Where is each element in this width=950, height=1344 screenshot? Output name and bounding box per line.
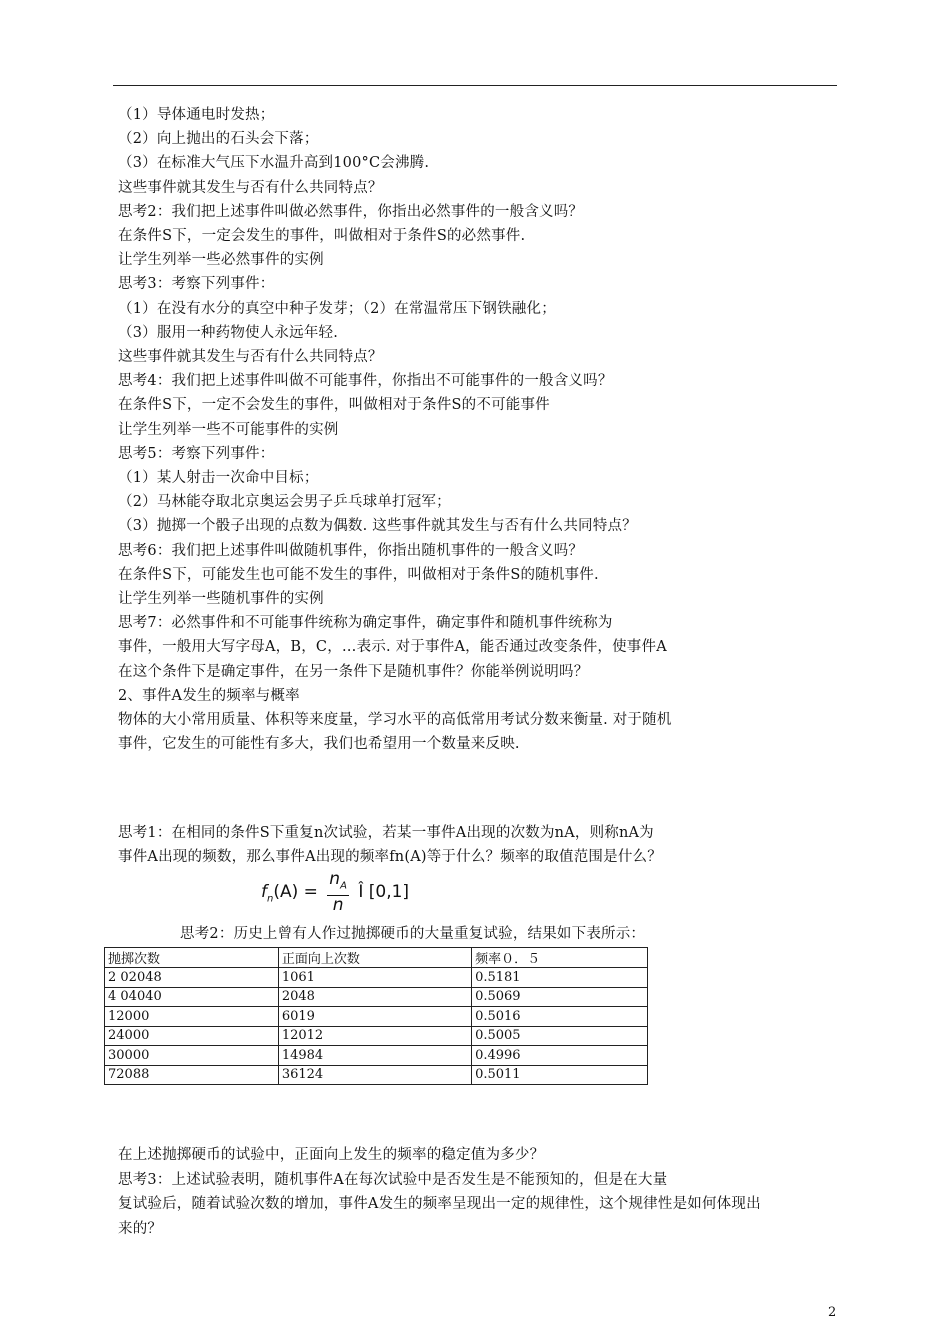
- text-line: 在这个条件下是确定事件，在另一条件下是随机事件？你能举例说明吗？: [118, 663, 589, 680]
- table-row: [105, 1046, 648, 1066]
- formula-lhs-arg: (A) =: [273, 882, 318, 903]
- table-row: [105, 987, 648, 1007]
- column-header: 抛掷次数: [105, 948, 279, 968]
- formula-fraction: [327, 870, 349, 914]
- header-rule: [113, 85, 837, 86]
- table-cell: 0.5016: [472, 1007, 648, 1027]
- numerator-sub: A: [340, 880, 347, 892]
- text-line: 在条件S下，可能发生也可能不发生的事件，叫做相对于条件S的随机事件.: [118, 566, 599, 583]
- column-header: 正面向上次数: [278, 948, 471, 968]
- table-row: [105, 1026, 648, 1046]
- text-line: （2）向上抛出的石头会下落；: [118, 131, 319, 148]
- text-line: 思考5：考察下列事件：: [118, 445, 275, 462]
- text-line: （3）抛掷一个骰子出现的点数为偶数. 这些事件就其发生与否有什么共同特点？: [118, 518, 637, 535]
- text-line: （3）在标准大气压下水温升高到100°C会沸腾.: [118, 155, 430, 172]
- coin-toss-table: [104, 947, 648, 1085]
- frequency-formula: [261, 870, 409, 914]
- text-line: （1）某人射击一次命中目标；: [118, 470, 319, 487]
- text-line: 让学生列举一些不可能事件的实例: [118, 421, 339, 438]
- table-cell: 36124: [278, 1065, 471, 1085]
- text-line: 这些事件就其发生与否有什么共同特点？: [118, 179, 383, 196]
- table-cell: 6019: [278, 1007, 471, 1027]
- text-line: 思考4：我们把上述事件叫做不可能事件，你指出不可能事件的一般含义吗？: [118, 373, 613, 390]
- text-block-bottom: [118, 1143, 838, 1241]
- formula-numerator: [327, 870, 349, 896]
- table-cell: 2048: [278, 987, 471, 1007]
- text-line: （1）导体通电时发热；: [118, 107, 275, 123]
- text-line: 让学生列举一些必然事件的实例: [118, 252, 324, 269]
- table-cell: 0.5011: [472, 1065, 648, 1085]
- numerator-var: n: [329, 869, 341, 889]
- text-line: （3）服用一种药物使人永远年轻.: [118, 324, 339, 341]
- table-row: [105, 968, 648, 988]
- table-cell: 30000: [105, 1046, 279, 1066]
- page-number: 2: [828, 1305, 837, 1320]
- text-block-top: [118, 103, 838, 756]
- text-line: 思考3：上述试验表明，随机事件A在每次试验中是否发生是不能预知的，但是在大量: [118, 1171, 668, 1188]
- table-cell: 12000: [105, 1007, 279, 1027]
- text-line: 思考7：必然事件和不可能事件统称为确定事件，确定事件和随机事件统称为: [118, 615, 613, 632]
- text-line: 让学生列举一些随机事件的实例: [118, 591, 324, 608]
- table-cell: 1061: [278, 968, 471, 988]
- table-caption: 思考2：历史上曾有人作过抛掷硬币的大量重复试验，结果如下表所示：: [180, 926, 646, 942]
- formula-denominator: n: [332, 895, 344, 916]
- table-cell: 0.5005: [472, 1026, 648, 1046]
- text-block-mid: [118, 821, 838, 869]
- text-line: 事件，一般用大写字母A，B，C，…表示. 对于事件A，能否通过改变条件，使事件A: [118, 639, 667, 656]
- text-line: 物体的大小常用质量、体积等来度量，学习水平的高低常用考试分数来衡量. 对于随机: [118, 712, 672, 729]
- table-header-row: [105, 948, 648, 968]
- table-cell: 4 04040: [105, 987, 279, 1007]
- table-row: [105, 1065, 648, 1085]
- text-line: 在上述抛掷硬币的试验中，正面向上发生的频率的稳定值为多少？: [118, 1147, 545, 1163]
- table-cell: 12012: [278, 1026, 471, 1046]
- table-cell: 14984: [278, 1046, 471, 1066]
- text-line: 来的？: [118, 1220, 163, 1237]
- formula-rhs: Î [0,1]: [358, 882, 410, 903]
- text-line: 这些事件就其发生与否有什么共同特点？: [118, 349, 383, 366]
- text-line: 思考3：考察下列事件：: [118, 276, 275, 293]
- text-line: 在条件S下，一定会发生的事件，叫做相对于条件S的必然事件.: [118, 228, 526, 245]
- text-line: （2）马林能夺取北京奥运会男子乒乓球单打冠军；: [118, 494, 451, 511]
- text-line: （1）在没有水分的真空中种子发芽；（2）在常温常压下钢铁融化；: [118, 300, 556, 317]
- column-header: 频率０．５: [472, 948, 648, 968]
- text-line: 思考1：在相同的条件S下重复n次试验，若某一事件A出现的次数为nA，则称nA为: [118, 825, 654, 841]
- table-row: [105, 1007, 648, 1027]
- section-heading: 2、事件A发生的频率与概率: [118, 687, 300, 704]
- formula-lhs: f: [261, 882, 267, 903]
- table-cell: 2 02048: [105, 968, 279, 988]
- text-line: 复试验后，随着试验次数的增加，事件A发生的频率呈现出一定的规律性，这个规律性是如何体现出: [118, 1196, 761, 1212]
- text-line: 在条件S下，一定不会发生的事件，叫做相对于条件S的不可能事件: [118, 397, 550, 414]
- table-cell: 0.5181: [472, 968, 648, 988]
- formula-lhs-sub: n: [267, 893, 274, 905]
- table-cell: 72088: [105, 1065, 279, 1085]
- text-line: 事件A出现的频数，那么事件A出现的频率fn(A)等于什么？频率的取值范围是什么？: [118, 849, 662, 866]
- text-line: 思考6：我们把上述事件叫做随机事件，你指出随机事件的一般含义吗？: [118, 542, 584, 559]
- table-cell: 0.5069: [472, 987, 648, 1007]
- table-cell: 0.4996: [472, 1046, 648, 1066]
- text-line: 思考2：我们把上述事件叫做必然事件，你指出必然事件的一般含义吗？: [118, 203, 584, 220]
- table-cell: 24000: [105, 1026, 279, 1046]
- text-line: 事件，它发生的可能性有多大，我们也希望用一个数量来反映.: [118, 736, 520, 753]
